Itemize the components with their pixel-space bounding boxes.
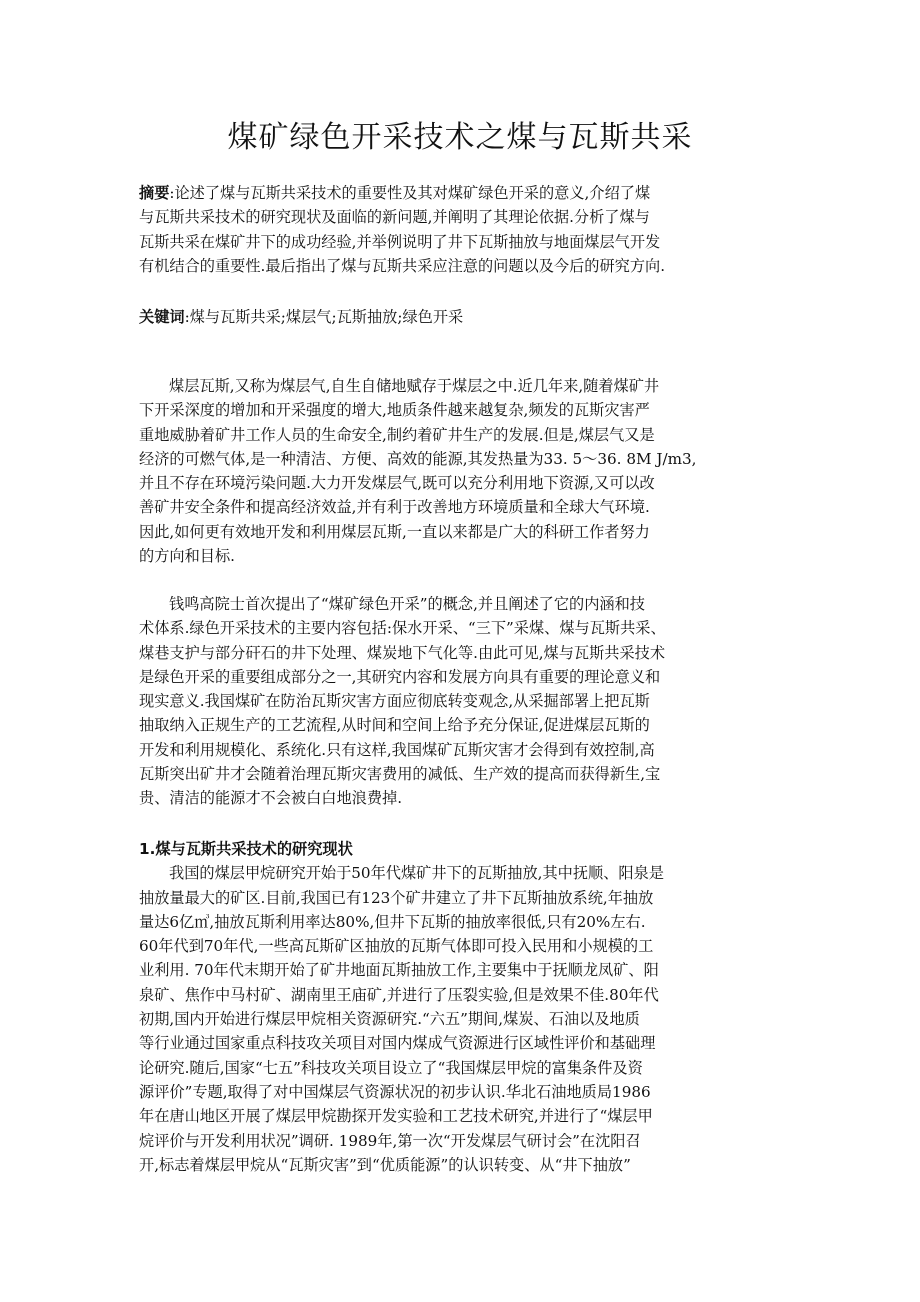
- paragraph-line: 业利用. 70年代末期开始了矿井地面瓦斯抽放工作,主要集中于抚顺龙凤矿、阳: [139, 961, 659, 980]
- paragraph-line: 60年代到70年代,一些高瓦斯矿区抽放的瓦斯气体即可投入民用和小规模的工: [139, 937, 654, 956]
- paragraph-line: 因此,如何更有效地开发和利用煤层瓦斯,一直以来都是广大的科研工作者努力: [139, 522, 650, 541]
- paragraph-line: 论研究.随后,国家“七五”科技攻关项目设立了“我国煤层甲烷的富集条件及资: [139, 1058, 643, 1077]
- paragraph-line: 等行业通过国家重点科技攻关项目对国内煤成气资源进行区域性评价和基础理: [139, 1034, 656, 1053]
- paragraph-line: 经济的可燃气体,是一种清洁、方便、高效的能源,其发热量为33. 5～36. 8M J/m3,: [139, 449, 697, 468]
- paragraph-line: 开发和利用规模化、系统化.只有这样,我国煤矿瓦斯灾害才会得到有效控制,高: [139, 740, 655, 759]
- paragraph-line: 现实意义.我国煤矿在防治瓦斯灾害方面应彻底转变观念,从采掘部署上把瓦斯: [139, 692, 650, 711]
- abstract-line: 瓦斯共采在煤矿井下的成功经验,并举例说明了井下瓦斯抽放与地面煤层气开发: [139, 232, 661, 251]
- document-title: 煤矿绿色开采技术之煤与瓦斯共采: [227, 120, 693, 155]
- abstract-line: 与瓦斯共采技术的研究现状及面临的新问题,并阐明了其理论依据.分析了煤与: [139, 208, 650, 227]
- paragraph-line: 是绿色开采的重要组成部分之一,其研究内容和发展方向具有重要的理论意义和: [139, 667, 661, 686]
- abstract-line: [139, 181, 799, 205]
- paragraph-line: 量达6亿㎥,抽放瓦斯利用率达80%,但井下瓦斯的抽放率很低,只有20%左右.: [139, 912, 646, 931]
- section-research-status: [139, 837, 799, 1177]
- keywords-block: [139, 305, 799, 329]
- keywords-label: 关键词: [139, 308, 185, 326]
- paragraph-line: 并且不存在环境污染问题.大力开发煤层气,既可以充分利用地下资源,又可以改: [139, 474, 655, 493]
- paragraph-line: 术体系.绿色开采技术的主要内容包括:保水开采、“三下”采煤、煤与瓦斯共采、: [139, 619, 666, 638]
- keywords-line: [139, 305, 799, 329]
- paragraph-line: 年在唐山地区开展了煤层甲烷勘探开发实验和工艺技术研究,并进行了“煤层甲: [139, 1107, 653, 1126]
- paragraph-line: 重地威胁着矿井工作人员的生命安全,制约着矿井生产的发展.但是,煤层气又是: [139, 425, 655, 444]
- paragraph-green-mining: [139, 592, 799, 811]
- abstract-line: 有机结合的重要性.最后指出了煤与瓦斯共采应注意的问题以及今后的研究方向.: [139, 256, 666, 275]
- paragraph-line: 的方向和目标.: [139, 547, 235, 566]
- paragraph-line: 下开采深度的增加和开采强度的增大,地质条件越来越复杂,频发的瓦斯灾害严: [139, 401, 650, 420]
- paragraph-line: 源评价”专题,取得了对中国煤层气资源状况的初步认识.华北石油地质局1986: [139, 1082, 651, 1101]
- paragraph-line: 泉矿、焦作中马村矿、湖南里王庙矿,并进行了压裂实验,但是效果不佳.80年代: [139, 985, 659, 1004]
- paragraph-line: 初期,国内开始进行煤层甲烷相关资源研究.“六五”期间,煤炭、石油以及地质: [139, 1010, 640, 1029]
- paragraph-line: 抽取纳入正规生产的工艺流程,从时间和空间上给予充分保证,促进煤层瓦斯的: [139, 716, 650, 735]
- paragraph-line: 煤层瓦斯,又称为煤层气,自生自储地赋存于煤层之中.近几年来,随着煤矿井: [169, 377, 660, 395]
- abstract-block: [139, 181, 799, 278]
- paragraph-line: 烷评价与开发利用状况”调研. 1989年,第一次“开发煤层气研讨会”在沈阳召: [139, 1131, 641, 1150]
- keywords-text: :煤与瓦斯共采;煤层气;瓦斯抽放;绿色开采: [184, 308, 464, 326]
- paragraph-line: 善矿井安全条件和提高经济效益,并有利于改善地方环境质量和全球大气环境.: [139, 498, 650, 517]
- paragraph-line: 钱鸣高院士首次提出了“煤矿绿色开采”的概念,并且阐述了它的内涵和技: [169, 595, 645, 613]
- paragraph-line: 贵、清洁的能源才不会被白白地浪费掉.: [139, 789, 403, 808]
- abstract-text: :论述了煤与瓦斯共采技术的重要性及其对煤矿绿色开采的意义,介绍了煤: [169, 184, 651, 202]
- paragraph-line: 煤巷支护与部分矸石的井下处理、煤炭地下气化等.由此可见,煤与瓦斯共采技术: [139, 643, 666, 662]
- paragraph-intro: [139, 374, 799, 568]
- abstract-label: 摘要: [139, 184, 170, 202]
- paragraph-line: 我国的煤层甲烷研究开始于50年代煤矿井下的瓦斯抽放,其中抚顺、阳泉是: [169, 864, 664, 883]
- paragraph-line: 瓦斯突出矿井才会随着治理瓦斯灾害费用的减低、生产效的提高而获得新生,宝: [139, 765, 661, 784]
- paragraph-line: 开,标志着煤层甲烷从“瓦斯灾害”到“优质能源”的认识转变、从“井下抽放”: [139, 1155, 631, 1174]
- section-heading: 1.煤与瓦斯共采技术的研究现状: [139, 840, 353, 858]
- paragraph-line: 抽放量最大的矿区.目前,我国已有123个矿井建立了井下瓦斯抽放系统,年抽放: [139, 888, 654, 907]
